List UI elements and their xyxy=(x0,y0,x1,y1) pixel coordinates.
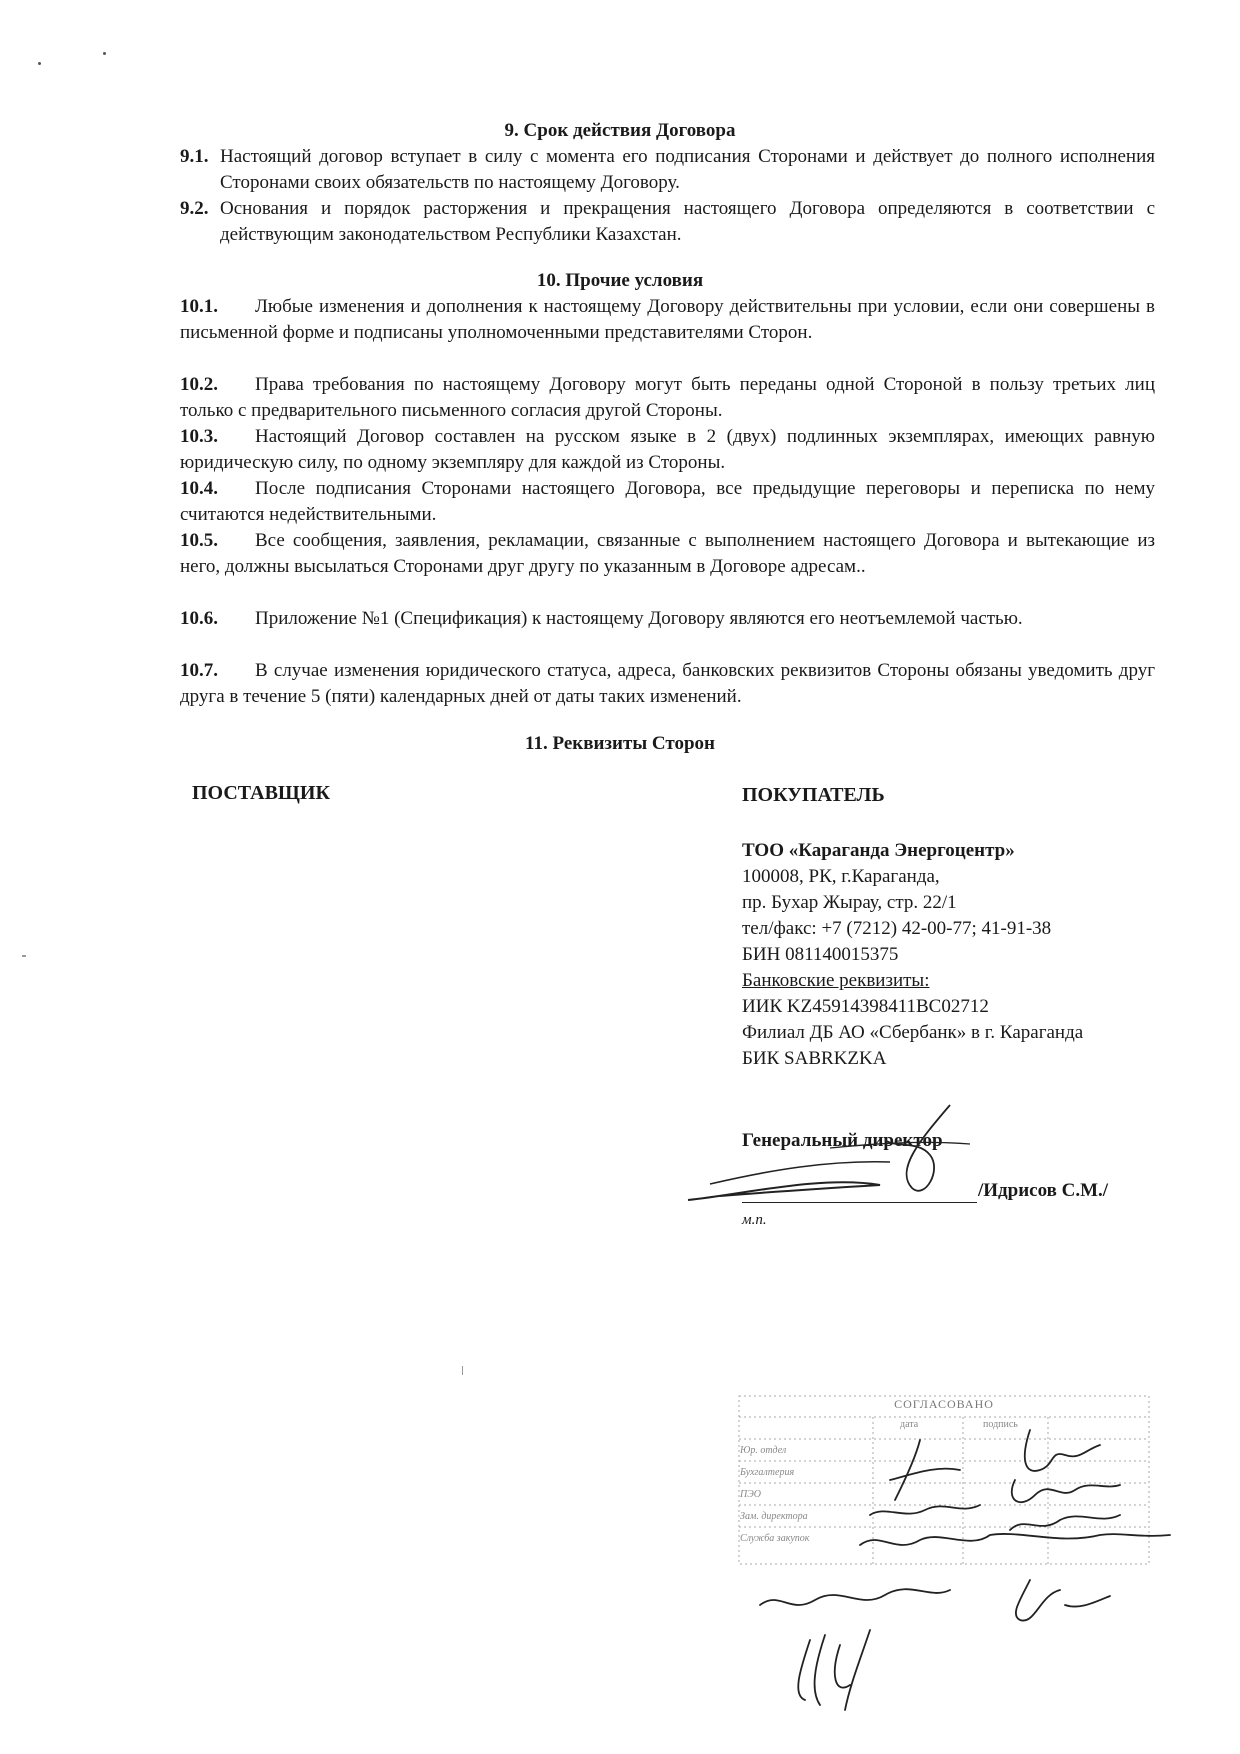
section-10-title: 10. Прочие условия xyxy=(536,270,704,291)
clause-number: 9.1. xyxy=(180,146,209,167)
clause-text: В случае изменения юридического статуса, адреса, банковских реквизитов Стороны обязаны уведомить друг друга в течение 5 (пяти) календарных дней от даты таких изменений. xyxy=(180,660,1155,707)
clause-10-2 xyxy=(180,372,1155,424)
buyer-address-line-2: пр. Бухар Жырау, стр. 22/1 xyxy=(742,892,957,913)
signatory-name: /Идрисов С.М./ xyxy=(978,1180,1109,1201)
clause-number: 10.2. xyxy=(180,374,218,395)
clause-10-3 xyxy=(180,424,1155,476)
signatory-role: Генеральный директор xyxy=(742,1130,943,1151)
supplier-label: ПОСТАВЩИК xyxy=(192,782,330,804)
clause-text: Настоящий договор вступает в силу с момента его подписания Сторонами и действует до полного исполнения Сторонами своих обязательств по настоящему Договору. xyxy=(220,146,1155,193)
clause-text: Любые изменения и дополнения к настоящему Договору действительны при условии, если они совершены в письменной форме и подписаны уполномоченными представителями Сторон. xyxy=(180,296,1155,343)
scan-artifact xyxy=(22,955,26,957)
clause-10-7 xyxy=(180,658,1155,710)
stamp-title: СОГЛАСОВАНО xyxy=(894,1397,994,1411)
clause-10-5 xyxy=(180,528,1155,580)
buyer-phone: тел/факс: +7 (7212) 42-00-77; 41-91-38 xyxy=(742,918,1052,939)
buyer-label: ПОКУПАТЕЛЬ xyxy=(742,784,885,806)
clause-number: 9.2. xyxy=(180,198,209,219)
clause-number: 10.7. xyxy=(180,660,218,681)
clause-text: Настоящий Договор составлен на русском языке в 2 (двух) подлинных экземплярах, имеющих равную юридическую силу, по одному экземпляру для каждой из Стороны. xyxy=(180,426,1155,473)
bank-details-label: Банковские реквизиты: xyxy=(742,970,930,991)
scan-speck xyxy=(38,62,41,65)
section-11-title: 11. Реквизиты Сторон xyxy=(525,733,715,754)
stamp-place-label: м.п. xyxy=(742,1212,767,1228)
buyer-name: ТОО «Караганда Энергоцентр» xyxy=(742,840,1015,861)
stamp-row-label: Бухгалтерия xyxy=(740,1467,795,1478)
clause-10-1 xyxy=(180,294,1155,346)
section-9-title: 9. Срок действия Договора xyxy=(504,120,736,141)
clause-10-6 xyxy=(180,606,1155,632)
clause-text: После подписания Сторонами настоящего Договора, все предыдущие переговоры и переписка по нему считаются недействительными. xyxy=(180,478,1155,525)
stamp-row-label: Юр. отдел xyxy=(740,1445,787,1456)
scan-artifact xyxy=(462,1366,463,1375)
director-signature xyxy=(680,1100,980,1210)
scan-speck xyxy=(103,52,106,55)
stamp-row-label: Служба закупок xyxy=(740,1533,810,1544)
clause-text: Основания и порядок расторжения и прекращения настоящего Договора определяются в соответствии с действующим законодательством Республики Казахстан. xyxy=(220,198,1155,245)
clause-number: 10.4. xyxy=(180,478,218,499)
clause-text: Приложение №1 (Спецификация) к настоящему Договору являются его неотъемлемой частью. xyxy=(255,608,1023,629)
stamp-row-label: Зам. директора xyxy=(740,1511,808,1522)
clause-number: 10.5. xyxy=(180,530,218,551)
clause-9-2 xyxy=(180,196,1155,248)
buyer-address-line-1: 100008, РК, г.Караганда, xyxy=(742,866,940,887)
buyer-iik: ИИК KZ45914398411BC02712 xyxy=(742,996,989,1017)
clause-number: 10.3. xyxy=(180,426,218,447)
stamp-date-header: дата xyxy=(900,1419,919,1430)
clause-number: 10.6. xyxy=(180,608,218,629)
buyer-bik: БИК SABRKZKA xyxy=(742,1048,887,1069)
buyer-bin: БИН 081140015375 xyxy=(742,944,899,965)
buyer-bank: Филиал ДБ АО «Сбербанк» в г. Караганда xyxy=(742,1022,1084,1043)
clause-number: 10.1. xyxy=(180,296,218,317)
stamp-sign-header: подпись xyxy=(983,1419,1018,1430)
clause-9-1 xyxy=(180,144,1155,196)
clause-text: Права требования по настоящему Договору могут быть переданы одной Стороной в пользу третьих лиц только с предварительного письменного согласия другой Стороны. xyxy=(180,374,1155,421)
clause-text: Все сообщения, заявления, рекламации, связанные с выполнением настоящего Договора и вытекающие из него, должны высылаться Сторонами друг другу по указанным в Договоре адресам.. xyxy=(180,530,1155,577)
approval-signatures xyxy=(720,1420,1200,1720)
stamp-row-label: ПЭО xyxy=(740,1489,761,1500)
buyer-details xyxy=(742,838,1162,1072)
clause-10-4 xyxy=(180,476,1155,528)
